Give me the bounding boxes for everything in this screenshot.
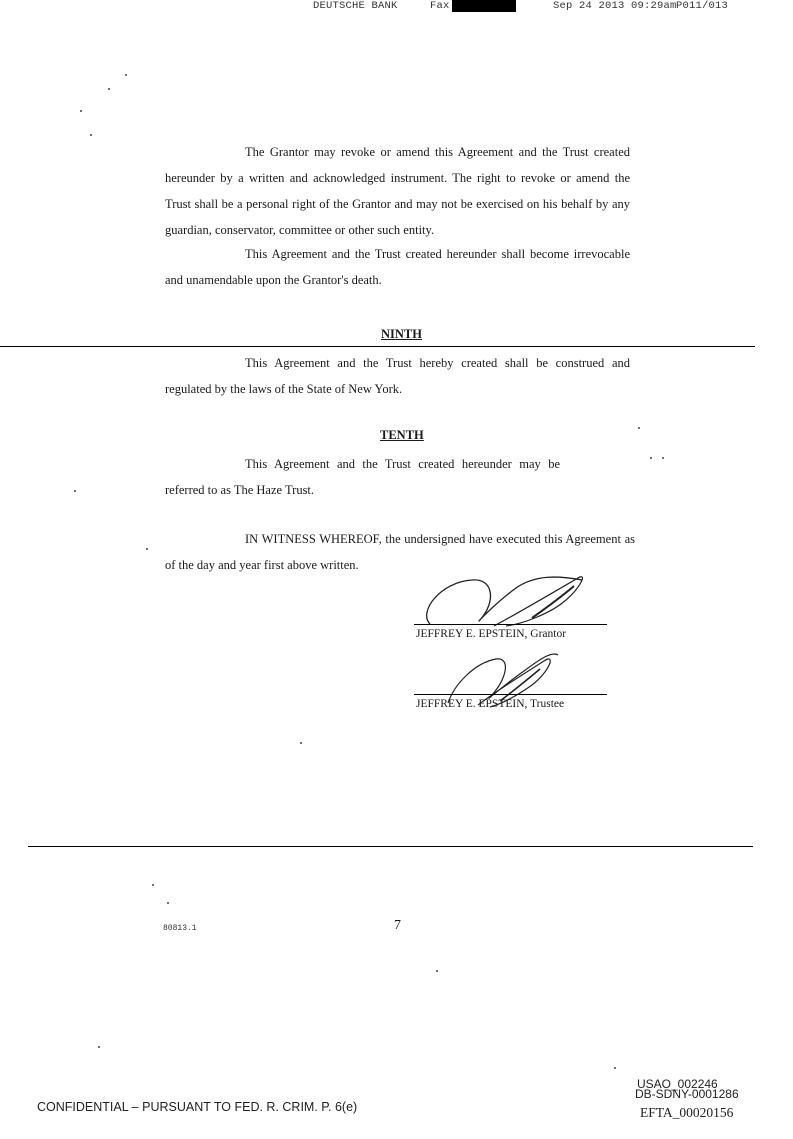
fax-page: P011/013: [676, 0, 729, 12]
scan-speck: [152, 884, 154, 886]
scan-speck: [98, 1046, 100, 1048]
scan-speck: [108, 88, 110, 90]
scan-speck: [125, 74, 127, 76]
witness-paragraph: IN WITNESS WHEREOF, the undersigned have executed this Agreement as of the day and year first above written.: [165, 532, 635, 572]
fax-sender: DEUTSCHE BANK: [313, 0, 398, 12]
efta-number: EFTA_00020156: [640, 1105, 734, 1120]
redaction-bar: [452, 0, 516, 12]
revoke-paragraph: The Grantor may revoke or amend this Agreement and the Trust created hereunder by a written and acknowledged instrument. The right to revoke or amend the Trust shall be a personal right of the Grantor and may not be exercised on his behalf by any guardian, conservator, committee or other such entity.: [165, 145, 630, 237]
scan-speck: [74, 490, 76, 492]
irrevocable-paragraph: This Agreement and the Trust created hereunder shall become irrevocable and unamendable upon the Grantor's death.: [165, 247, 630, 287]
scan-speck: [614, 1067, 616, 1069]
ninth-paragraph: This Agreement and the Trust hereby created shall be construed and regulated by the laws of the State of New York.: [165, 356, 630, 396]
scan-speck: [638, 427, 640, 429]
scan-speck: [300, 742, 302, 744]
grantor-signature: [410, 568, 610, 630]
scan-speck: [90, 134, 92, 136]
scan-rule-bottom: [28, 846, 753, 847]
scan-speck: [650, 457, 652, 459]
confidential-notice: CONFIDENTIAL – PURSUANT TO FED. R. CRIM. P. 6(e): [37, 1100, 358, 1114]
document-code: 80813.1: [163, 924, 197, 933]
tenth-heading: TENTH: [380, 428, 424, 442]
fax-label: Fax: [430, 0, 450, 12]
trustee-label: JEFFREY E. EPSTEIN, Trustee: [416, 698, 565, 710]
ninth-heading: NINTH: [381, 327, 422, 341]
scan-speck: [146, 548, 148, 550]
scan-speck: [436, 970, 438, 972]
grantor-signature-line: [414, 624, 607, 625]
page-number: 7: [394, 918, 401, 933]
grantor-label: JEFFREY E. EPSTEIN, Grantor: [416, 628, 567, 640]
scan-speck: [80, 110, 82, 112]
bates-usao: USAO_002246: [637, 1077, 718, 1091]
scan-speck: [662, 457, 664, 459]
fax-timestamp: Sep 24 2013 09:29am: [553, 0, 677, 12]
bates-db-sdny: DB-SDNY-0001286: [635, 1087, 739, 1101]
tenth-paragraph: This Agreement and the Trust created hereunder may be referred to as The Haze Trust.: [165, 457, 560, 497]
trustee-signature-line: [414, 694, 607, 695]
scan-rule-top: [0, 346, 755, 347]
scan-speck: [167, 902, 169, 904]
